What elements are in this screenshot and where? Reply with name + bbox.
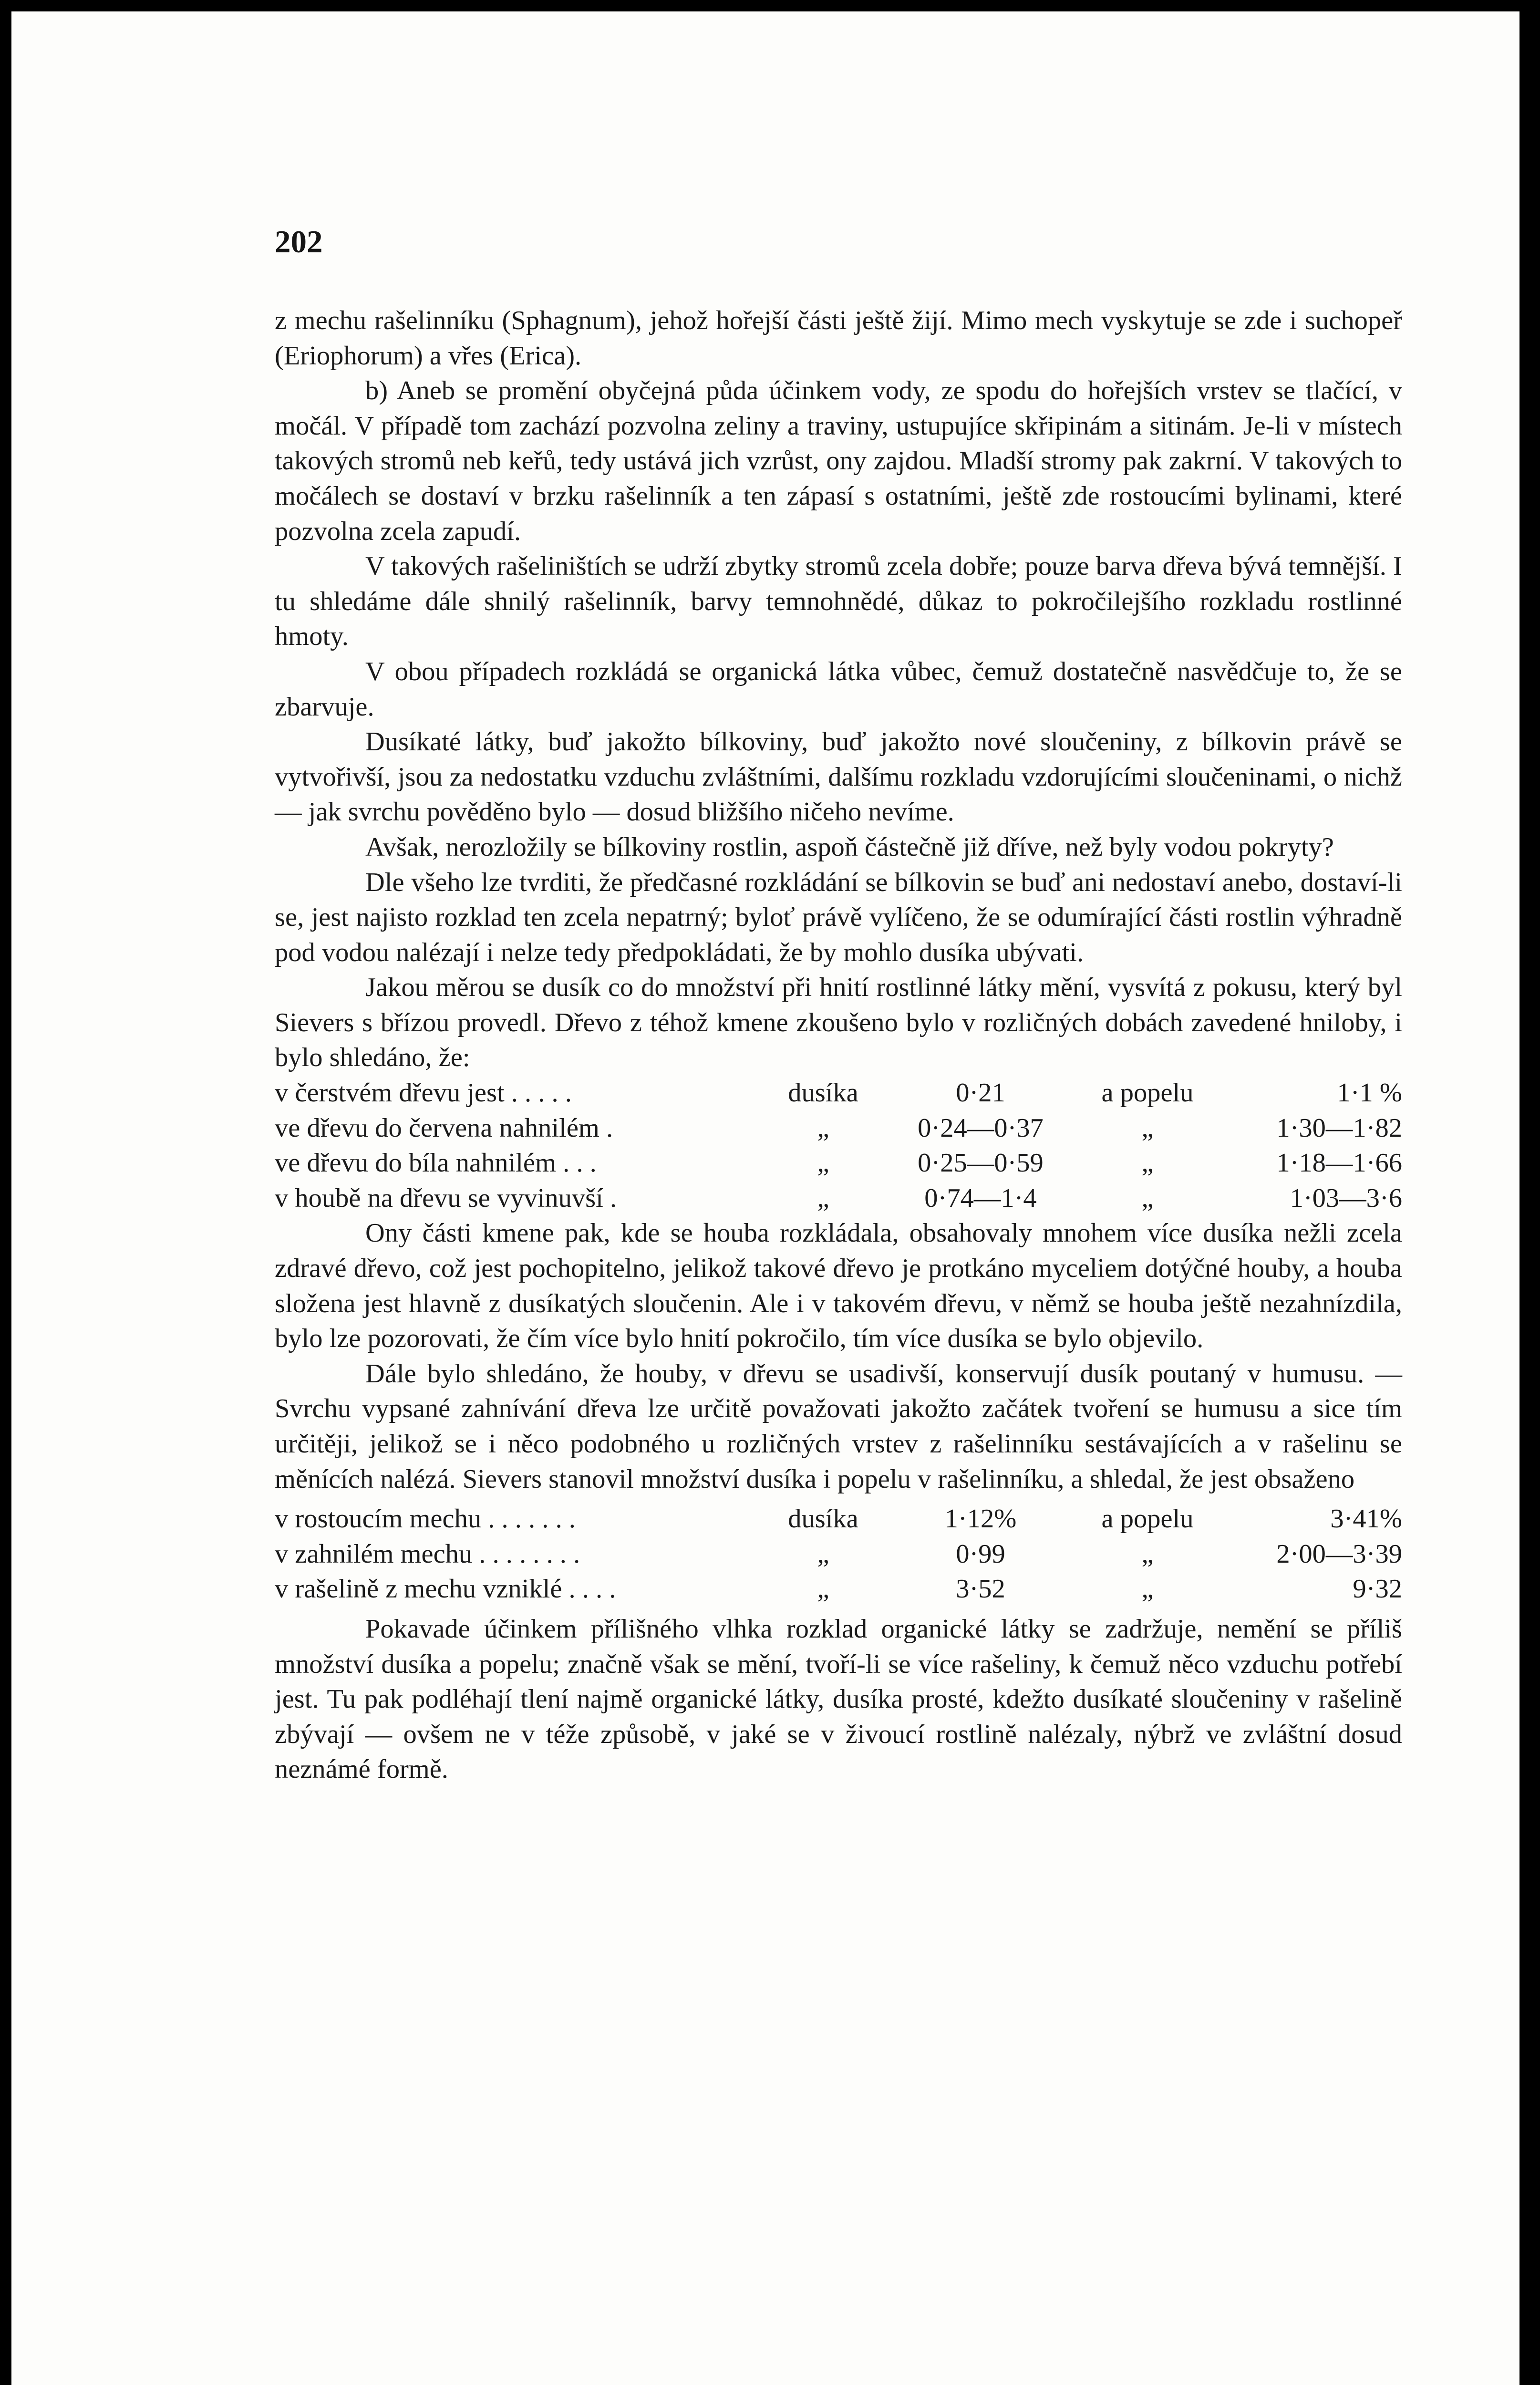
table-cell: v rostoucím mechu . . . . . . . [275, 1504, 576, 1534]
book-page [11, 11, 1519, 2385]
table-cell: „ [817, 1539, 829, 1569]
table-cell: 1·30—1·82 [1276, 1113, 1402, 1143]
paragraph-b: b) Aneb se promění obyčejná půda účinkem vody, ze spodu do hořejších vrstev se tlačící, v močál. V případě tom zachází pozvolna zeliny a traviny, ustupujíce skřipinám a sitinám. Je-li v místech takových stromů neb keřů, tedy ustává jich vzrůst, ony zajdou. Mladší stromy pak zakrní. V takových to močálech se dostaví v brzku rašelinník a ten zápasí s ostatními, ještě zde rostoucími bylinami, které pozvolna zcela zapudí. [275, 376, 1402, 546]
table-cell: dusíka [788, 1504, 858, 1534]
moss-table [275, 1502, 1402, 1607]
table-cell: a popelu [1101, 1078, 1194, 1108]
paragraph: Jakou měrou se dusík co do množství při hnití rostlinné látky mění, vysvítá z pokusu, který byl Sievers s břízou provedl. Dřevo z téhož kmene zkoušeno bylo v rozličných dobách zavedené hniloby, i bylo shledáno, že: [275, 973, 1402, 1073]
table-cell: 3·41% [1330, 1504, 1402, 1534]
paragraph: Pokavade účinkem přílišného vlhka rozklad organické látky se zadržuje, nemění se příliš množství dusíka a popelu; značně však se mění, tvoří-li se více rašeliny, k čemuž něco vzduchu potřebí jest. Tu pak podléhají tlení najmě organické látky, dusíka prosté, kdežto dusíkaté sloučeniny v rašelině zbývají — ovšem ne v téže způsobě, v jaké se v živoucí rostlině nalézaly, nýbrž ve zvláštní dosud neznámé formě. [275, 1614, 1402, 1784]
table-cell: 0·24—0·37 [918, 1113, 1044, 1143]
table-row [275, 1076, 1402, 1111]
table-row [275, 1537, 1402, 1572]
page-number: 202 [275, 224, 323, 259]
table-cell: 0·25—0·59 [918, 1148, 1044, 1178]
paragraph: Ony části kmene pak, kde se houba rozkládala, obsahovaly mnohem více dusíka nežli zcela zdravé dřevo, což jest pochopitelno, jelikož takové dřevo je protkáno myceliem dotýčné houby, a houba složena jest hlavně z dusíkatých sloučenin. Ale i v takovém dřevu, v němž se houba ještě nezahnízdila, bylo lze pozorovati, že čím více bylo hnití pokročilo, tím více dusíka se bylo objevilo. [275, 1218, 1402, 1354]
table-cell: 1·03—3·6 [1290, 1183, 1402, 1213]
table-cell: „ [1141, 1148, 1154, 1178]
table-cell: a popelu [1101, 1504, 1194, 1534]
table-cell: 0·74—1·4 [924, 1183, 1037, 1213]
body-text [275, 303, 1402, 1787]
paragraph: Avšak, nerozložily se bílkoviny rostlin, aspoň částečně již dříve, než byly vodou pokryty? [365, 832, 1334, 862]
table-row [275, 1146, 1402, 1181]
paragraph: Dále bylo shledáno, že houby, v dřevu se usadivší, konservují dusík poutaný v humusu. — Svrchu vypsané zahnívání dřeva lze určitě považovati jakožto začátek tvoření se humusu a sice tím určitěji, jelikož se i něco podobného u rozličných vrstev z rašelinníku sestávajících a v rašelinu se měnících nalézá. Sievers stanovil množství dusíka i popelu v rašelinníku, a shledal, že jest obsaženo [275, 1358, 1402, 1494]
table-cell: v rašelině z mechu vzniklé . . . . [275, 1574, 616, 1604]
table-cell: v čerstvém dřevu jest . . . . . [275, 1078, 572, 1108]
birch-wood-table [275, 1076, 1402, 1216]
table-cell: 0·21 [956, 1078, 1005, 1108]
table-cell: 2·00—3·39 [1276, 1539, 1402, 1569]
paragraph: V takových rašeliništích se udrží zbytky stromů zcela dobře; pouze barva dřeva bývá temnější. I tu shledáme dále shnilý rašelinník, barvy temnohnědé, důkaz to pokročilejšího rozkladu rostlinné hmoty. [275, 551, 1402, 652]
table-cell: v houbě na dřevu se vyvinuvší . [275, 1183, 617, 1213]
table-row [275, 1502, 1402, 1537]
table-cell: „ [1141, 1113, 1154, 1143]
table-cell: 1·1 % [1337, 1078, 1402, 1108]
table-cell: 3·52 [956, 1574, 1005, 1604]
paragraph: Dle všeho lze tvrditi, že předčasné rozkládání se bílkovin se buď ani nedostaví anebo, dostaví-li se, jest najisto rozklad ten zcela nepatrný; byloť právě vylíčeno, že se odumírající části rostlin výhradně pod vodou nalézají i nelze tedy předpokládati, že by mohlo dusíka ubývati. [275, 867, 1402, 967]
table-cell: 1·18—1·66 [1276, 1148, 1402, 1178]
table-row [275, 1111, 1402, 1146]
table-cell: dusíka [788, 1078, 858, 1108]
table-cell: ve dřevu do červena nahnilém . [275, 1113, 613, 1143]
table-row [275, 1572, 1402, 1607]
table-row [275, 1181, 1402, 1216]
table-cell: „ [817, 1148, 829, 1178]
table-cell: „ [817, 1574, 829, 1604]
table-cell: ve dřevu do bíla nahnilém . . . [275, 1148, 597, 1178]
table-cell: „ [817, 1183, 829, 1213]
table-cell: v zahnilém mechu . . . . . . . . [275, 1539, 580, 1569]
table-cell: „ [1141, 1183, 1154, 1213]
paragraph: z mechu rašelinníku (Sphagnum), jehož hořejší části ještě žijí. Mimo mech vyskytuje se zde i suchopeř (Eriophorum) a vřes (Erica). [275, 306, 1402, 371]
paragraph: Dusíkaté látky, buď jakožto bílkoviny, buď jakožto nové sloučeniny, z bílkovin právě se vytvořivší, jsou za nedostatku vzduchu zvláštními, dalšímu rozkladu vzdorujícími sloučeninami, o nichž — jak svrchu pověděno bylo — dosud bližšího ničeho nevíme. [275, 727, 1402, 827]
table-cell: „ [1141, 1539, 1154, 1569]
table-cell: 1·12% [944, 1504, 1017, 1534]
table-cell: „ [817, 1113, 829, 1143]
table-cell: 0·99 [956, 1539, 1005, 1569]
table-cell: 9·32 [1353, 1574, 1402, 1604]
table-cell: „ [1141, 1574, 1154, 1604]
paragraph: V obou případech rozkládá se organická látka vůbec, čemuž dostatečně nasvědčuje to, že se zbarvuje. [275, 656, 1402, 722]
